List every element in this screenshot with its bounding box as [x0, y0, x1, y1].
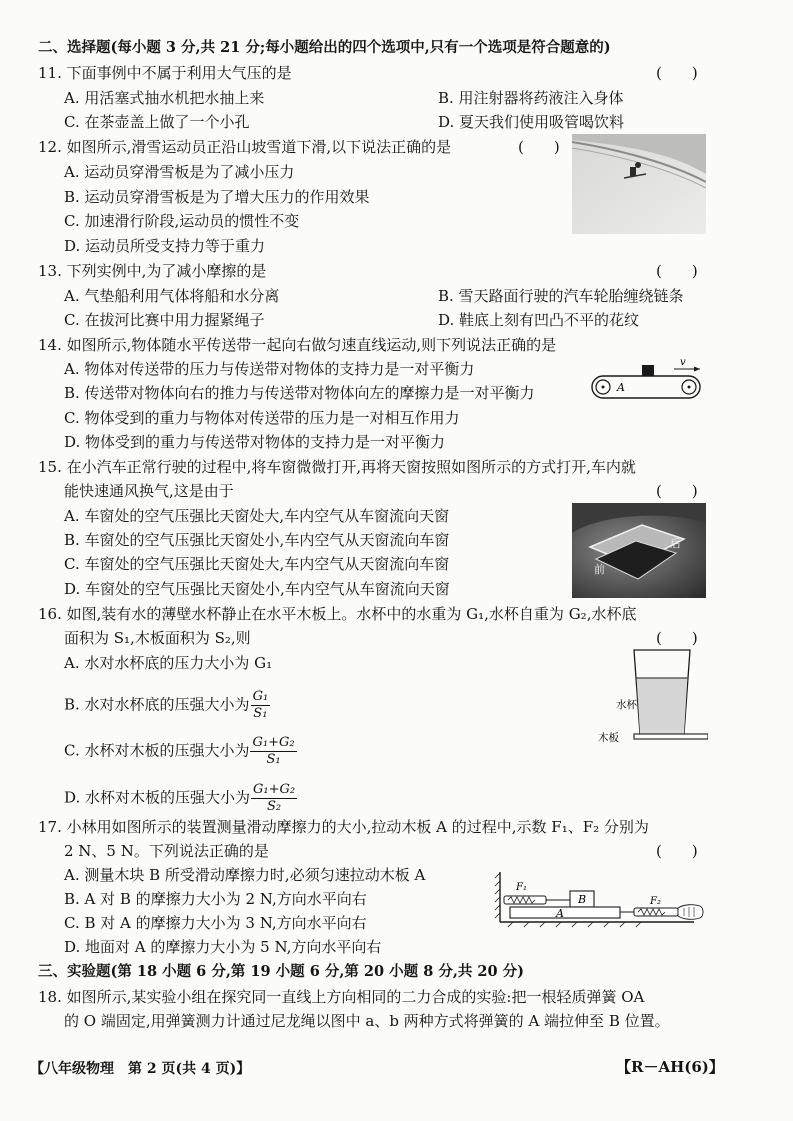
question-stem: 11. 下面事例中不属于利用大气压的是	[38, 64, 292, 82]
section-heading: 二、选择题(每小题 3 分,共 21 分;每小题给出的四个选项中,只有一个选项是符合题意的)	[38, 39, 611, 56]
footer-code: 【R－AH(6)】	[616, 1058, 724, 1076]
car-sunroof-photo	[572, 503, 706, 598]
question-stem: 17. 小林用如图所示的装置测量滑动摩擦力的大小,拉动木板 A 的过程中,示数 F₁、F₂ 分别为	[38, 818, 649, 836]
back-label: 后	[670, 537, 681, 550]
option	[64, 782, 297, 815]
question-stem: 14. 如图所示,物体随水平传送带一起向右做匀速直线运动,则下列说法正确的是	[38, 336, 557, 354]
option: A. 气垫船利用气体将船和水分离	[64, 287, 280, 305]
section-heading: 三、实验题(第 18 小题 6 分,第 19 小题 6 分,第 20 小题 8 分,共 20 分)	[38, 963, 525, 980]
footer-page-info: 【八年级物理 第 2 页(共 4 页)】	[30, 1061, 251, 1077]
question-stem: 16. 如图,装有水的薄壁水杯静止在水平木板上。水杯中的水重为 G₁,水杯自重为 G₂,水杯底	[38, 605, 637, 623]
front-label: 前	[594, 563, 605, 576]
option: D. 夏天我们使用吸管喝饮料	[438, 113, 625, 131]
option: C. 加速滑行阶段,运动员的惯性不变	[64, 212, 300, 230]
question-stem: 2 N、5 N。下列说法正确的是	[64, 842, 269, 860]
option: C. 在茶壶盖上做了一个小孔	[64, 113, 250, 131]
option: C. 在拔河比赛中用力握紧绳子	[64, 311, 265, 329]
option: D. 车窗处的空气压强比天窗处小,车内空气从车窗流向天窗	[64, 580, 450, 598]
option	[64, 689, 270, 722]
cup-label: 水杯	[616, 699, 637, 711]
board-a-label: A	[556, 907, 564, 920]
f2-label: F₂	[650, 896, 661, 907]
skier-photo	[572, 134, 706, 234]
answer-paren: ( )	[656, 482, 698, 500]
water-cup-diagram	[590, 646, 708, 746]
option: D. 地面对 A 的摩擦力大小为 5 N,方向水平向右	[64, 938, 382, 956]
option-text: D. 水杯对木板的压强大小为	[64, 788, 251, 807]
question-stem: 面积为 S₁,木板面积为 S₂,则	[64, 629, 251, 647]
answer-paren: ( )	[656, 842, 698, 860]
fraction: $\frac{\text{G₁+G₂}}{\text{S₂}}$	[253, 782, 296, 814]
fraction: $\frac{\text{G₁}}{\text{S₁}}$	[252, 689, 269, 721]
option: A. 水对水杯底的压力大小为 G₁	[64, 654, 273, 672]
option-text: C. 水杯对木板的压强大小为	[64, 741, 250, 760]
f1-label: F₁	[516, 882, 527, 893]
option-text: B. 水对水杯底的压强大小为	[64, 695, 250, 714]
question-stem: 12. 如图所示,滑雪运动员正沿山坡雪道下滑,以下说法正确的是	[38, 138, 452, 156]
option	[64, 735, 297, 768]
option: B. 运动员穿滑雪板是为了增大压力的作用效果	[64, 188, 370, 206]
board-a	[510, 907, 620, 918]
question-stem: 15. 在小汽车正常行驶的过程中,将车窗微微打开,再将天窗按照如图所示的方式打开,车内就	[38, 458, 636, 476]
option: A. 车窗处的空气压强比天窗处大,车内空气从车窗流向天窗	[64, 507, 450, 525]
block-b-label: B	[578, 893, 587, 906]
board	[634, 734, 708, 739]
velocity-label: v	[680, 357, 686, 368]
option: A. 运动员穿滑雪板是为了减小压力	[64, 163, 295, 181]
answer-paren: ( )	[656, 262, 698, 280]
option: B. 用注射器将药液注入身体	[438, 89, 624, 107]
fraction: $\frac{\text{G₁+G₂}}{\text{S₁}}$	[252, 735, 295, 767]
option: D. 鞋底上刻有凹凸不平的花纹	[438, 311, 640, 329]
board-label: 木板	[598, 732, 619, 744]
question-stem: 的 O 端固定,用弹簧测力计通过尼龙绳以图中 a、b 两种方式将弹簧的 A 端拉伸至 B 位置。	[64, 1012, 670, 1030]
answer-paren: ( )	[518, 138, 560, 156]
answer-paren: ( )	[656, 64, 698, 82]
option: B. 雪天路面行驶的汽车轮胎缠绕链条	[438, 287, 684, 305]
answer-paren: ( )	[656, 629, 698, 647]
question-stem: 能快速通风换气,这是由于	[64, 482, 234, 500]
friction-setup-diagram	[494, 866, 708, 928]
option: A. 测量木块 B 所受滑动摩擦力时,必须匀速拉动木板 A	[64, 866, 426, 884]
option: C. 物体受到的重力与物体对传送带的压力是一对相互作用力	[64, 409, 460, 427]
option: D. 运动员所受支持力等于重力	[64, 237, 266, 255]
option: A. 用活塞式抽水机把水抽上来	[64, 89, 265, 107]
option: A. 物体对传送带的压力与传送带对物体的支持力是一对平衡力	[64, 360, 475, 378]
option: B. 车窗处的空气压强比天窗处小,车内空气从天窗流向车窗	[64, 531, 450, 549]
option: C. 车窗处的空气压强比天窗处大,车内空气从天窗流向车窗	[64, 555, 450, 573]
question-stem: 18. 如图所示,某实验小组在探究同一直线上方向相同的二力合成的实验:把一根轻质弹簧 OA	[38, 988, 645, 1006]
option: D. 物体受到的重力与传送带对物体的支持力是一对平衡力	[64, 433, 446, 451]
question-stem: 13. 下列实例中,为了减小摩擦的是	[38, 262, 267, 280]
hand-icon	[678, 905, 703, 920]
option: B. A 对 B 的摩擦力大小为 2 N,方向水平向右	[64, 890, 367, 908]
block-label: A	[617, 381, 625, 394]
block-object	[642, 365, 654, 376]
option: B. 传送带对物体向右的推力与传送带对物体向左的摩擦力是一对平衡力	[64, 384, 535, 402]
conveyor-belt-diagram	[588, 357, 706, 403]
option: C. B 对 A 的摩擦力大小为 3 N,方向水平向右	[64, 914, 367, 932]
